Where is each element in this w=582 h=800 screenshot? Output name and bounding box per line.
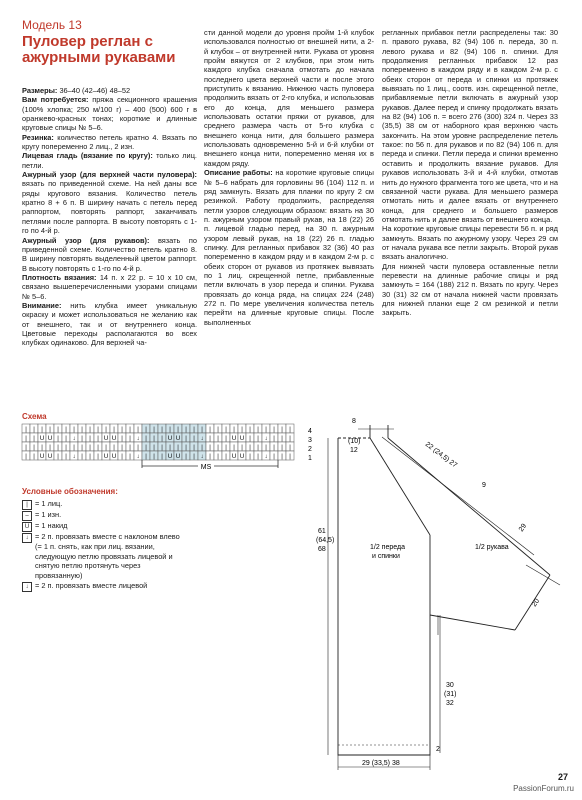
paragraph-heading: Внимание: [22,300,62,310]
stitch-symbol-icon: ↓ [136,436,140,442]
paragraph [382,224,558,261]
stitch-symbol-icon: | [41,427,43,433]
paragraph-heading: Вам потребуется: [22,95,89,105]
stitch-symbol-icon: | [49,445,51,451]
stitch-symbol-icon: | [289,454,291,460]
stitch-symbol-icon: | [225,454,227,460]
stitch-symbol-icon: | [57,454,59,460]
paragraph [382,28,558,224]
stitch-symbol-icon: U [231,436,237,442]
top-w-2: (10) [348,438,361,445]
paragraph [204,28,374,168]
stitch-symbol-icon: | [201,427,203,433]
legend-label: = 1 изн. [35,510,62,519]
stitch-symbol-icon: | [185,454,187,460]
paragraph [22,133,197,152]
legend-item [22,521,182,532]
stitch-symbol-icon: | [145,454,147,460]
stitch-symbol-icon: | [257,454,259,460]
paragraph [22,301,197,348]
model-number: Модель 13 [22,18,82,32]
stitch-symbol-icon: | [81,454,83,460]
stitch-symbol-icon: | [105,445,107,451]
stitch-symbol-icon: U [47,454,53,460]
stitch-symbol-icon: | [209,427,211,433]
stitch-symbol-icon: U [175,436,181,442]
stitch-symbol-icon: | [137,445,139,451]
stitch-symbol-icon: | [241,427,243,433]
stitch-symbol-icon: | [153,427,155,433]
stitch-symbol-icon: | [233,445,235,451]
stitch-symbol-icon: ↓ [264,436,268,442]
stitch-symbol-icon: | [57,427,59,433]
stitch-symbol-icon: | [121,454,123,460]
stitch-symbol-icon: | [129,427,131,433]
stitch-symbol-icon: | [217,445,219,451]
ms-label: MS [200,464,212,471]
paragraph-heading: Ажурный узор (для рукавов): [22,235,150,245]
stitch-symbol-icon: | [225,427,227,433]
paragraph [22,86,197,95]
stitch-symbol-icon: | [97,454,99,460]
stitch-symbol-icon: | [289,445,291,451]
stitch-symbol-icon: | [73,445,75,451]
stitch-symbol-icon: U [175,454,181,460]
paragraph [22,170,197,235]
stitch-symbol-icon: | [265,427,267,433]
stitch-symbol-icon: | [145,445,147,451]
stitch-symbol-icon: U [111,436,117,442]
stitch-symbol-icon: ↓ [22,582,32,592]
legend-item [22,532,182,581]
stitch-symbol-icon: U [39,454,45,460]
stitch-symbol-icon: | [233,427,235,433]
stitch-symbol-icon: | [113,445,115,451]
stitch-symbol-icon: | [33,445,35,451]
stitch-chart [22,424,332,472]
legend-title: Условные обозначения: [22,487,118,496]
stitch-symbol-icon: | [89,454,91,460]
stitch-symbol-icon: | [65,454,67,460]
text-column-2 [204,28,374,327]
legend-item [22,581,182,592]
stitch-symbol-icon: – [22,511,32,521]
stitch-symbol-icon: | [129,454,131,460]
stitch-symbol-icon: ↓ [72,436,76,442]
body-label-1: 1/2 переда [370,544,405,551]
paragraph-text: 36–40 (42–46) 48–52 [57,86,131,95]
stitch-symbol-icon: | [33,427,35,433]
stitch-symbol-icon: | [89,436,91,442]
paragraph-text: 14 п. x 22 р. = 10 x 10 см, связано вышеперечисленными узорами спицами № 5–6. [22,272,198,301]
scheme-title: Схема [22,412,47,421]
stitch-symbol-icon: | [81,436,83,442]
stitch-symbol-icon: | [281,436,283,442]
stitch-symbol-icon: | [161,445,163,451]
stitch-symbol-icon: | [273,454,275,460]
stitch-symbol-icon: | [65,436,67,442]
pattern-diagram [316,415,582,775]
stitch-symbol-icon: | [89,445,91,451]
stitch-symbol-icon: | [273,427,275,433]
stitch-symbol-icon: | [273,445,275,451]
page-title: Пуловер реглан с ажурными рукавами [22,33,176,66]
stitch-symbol-icon: | [121,436,123,442]
paragraph-text: регланных прибавок петли распределены так: 30 п. правого рукава, 82 (94) 106 п. переда, 30 п. левого рукава и 82 (94) 106 п. спинки. Для продолжения регланных прибавок 12 раз попеременно в каждом ряду и в каждом 2-м р. с обеих сторон от переда и спинки из протяжек вывязать по 1 лиц., соотв. изн. скрещенной петле, прибавляемые петли включать в ажурный узор рукавов. Далее перед и спинку продолжать вязать на 82 (94) 106 п. = всего 276 (300) 324 п. Через 33 (35,5) 38 см от наборного края верхнюю часть закончить. На этом уровне распределение петель такое: по 56 п. для рукавов и по 82 (94) 106 п. для переда и спинки. Петли переда и спинки временно оставить и продолжить вязание рукавов. Для рукавов использовать 3-й и 4-й клубки, отмотав нить до нужного фрагмента того же цвета, что и на связанной части рукава. Для меньшего размера отмотать нить и далее вязать от внутреннего конца, для среднего и большего размеров отмотать нить и далее вязать от внешнего конца. [382,28,558,224]
stitch-symbol-icon: | [113,427,115,433]
stitch-symbol-icon: | [73,427,75,433]
stitch-symbol-icon: | [289,436,291,442]
stitch-symbol-icon: U [103,436,109,442]
stitch-symbol-icon: | [209,454,211,460]
stitch-symbol-icon: | [49,427,51,433]
stitch-symbol-icon: | [193,454,195,460]
stitch-symbol-icon: | [105,427,107,433]
paragraph [22,273,197,301]
row-num-2: 2 [308,446,312,453]
stitch-symbol-icon: | [201,445,203,451]
row-num-1: 1 [308,455,312,462]
paragraph [204,168,374,327]
bottom-width: 29 (33,5) 38 [362,760,400,767]
stitch-symbol-icon: | [145,436,147,442]
stitch-symbol-icon: U [231,454,237,460]
stitch-symbol-icon: | [281,454,283,460]
legend-item [22,510,182,521]
page-number: 27 [557,772,568,782]
stitch-symbol-icon: U [239,454,245,460]
sleeve-width: 20 [530,597,542,609]
paragraph-text: Для нижней части пуловера оставленные петли перевести на длинные рабочие спицы и ряд замкнуть = 164 (188) 212 п. Вязать по кругу. Через 30 (31) 32 см от начала нижней части провязать для нижней планки еще 2 см резинкой и петли закрыть. [382,261,558,318]
row-num-3: 3 [308,437,312,444]
stitch-symbol-icon: | [57,445,59,451]
stitch-symbol-icon: | [289,427,291,433]
stitch-symbol-icon: | [65,445,67,451]
paragraph-heading: Резинка: [22,132,54,142]
stitch-symbol-icon: ↓ [72,454,76,460]
text-column-1 [22,86,197,348]
paragraph-text: вязать по приведенной схеме. Количество петель кратно 8. В ширину повторять выделенный цветом раппорт. В высоту повторять с 1-го по 4-й р. [22,235,197,273]
stitch-symbol-icon: | [89,427,91,433]
stitch-symbol-icon: | [129,445,131,451]
stitch-symbol-icon: | [281,427,283,433]
stitch-symbol-icon: | [25,445,27,451]
top-width-label [352,418,356,425]
body-label-2: и спинки [372,553,400,560]
row-num-4: 4 [308,428,312,435]
top-w-1: 8 [352,418,356,425]
stitch-symbol-icon: | [22,500,32,510]
stitch-symbol-icon: | [129,436,131,442]
stitch-symbol-icon: | [153,445,155,451]
lower-2: (31) [444,691,457,698]
stitch-symbol-icon: ↓ [22,533,32,543]
stitch-symbol-icon: ↓ [136,454,140,460]
stitch-symbol-icon: | [153,454,155,460]
stitch-symbol-icon: | [281,445,283,451]
paragraph [22,151,197,170]
stitch-symbol-icon: | [41,445,43,451]
stitch-symbol-icon: | [257,427,259,433]
stitch-symbol-icon: | [193,436,195,442]
nine-label: 9 [482,482,486,489]
stitch-symbol-icon: | [25,427,27,433]
paragraph [22,236,197,273]
stitch-symbol-icon: | [33,436,35,442]
stitch-symbol-icon: | [217,454,219,460]
stitch-symbol-icon: | [25,454,27,460]
stitch-symbol-icon: | [209,445,211,451]
stitch-symbol-icon: | [121,445,123,451]
legend-label: = 2 п. провязать вместе лицевой [35,580,148,590]
paragraph [382,262,558,318]
paragraph-text: нить клубка имеет уникальную окраску и может использоваться не желанию как от внешнего, так и от внутреннего конца. Цветовые переходы располагаются во всех клубках одинаково. Для верхней ча- [22,300,197,348]
stitch-symbol-icon: | [185,445,187,451]
two-label: 2 [436,746,440,753]
stitch-symbol-icon: | [265,445,267,451]
top-w-3: 12 [350,447,358,454]
paragraph-heading: Плотность вязания: [22,272,97,282]
stitch-symbol-icon: U [103,454,109,460]
height-3: 68 [318,546,326,553]
stitch-symbol-icon: | [97,427,99,433]
stitch-symbol-icon: | [177,445,179,451]
paragraph-heading: Размеры: [22,86,58,95]
stitch-symbol-icon: ↓ [200,454,204,460]
paragraph-text: пряжа секционного крашения (100% хлопка; 250 м/100 г) – 400 (500) 600 г в оранжево-красных тонах; короткие и длинные круговые спицы № 5–6. [22,95,197,133]
stitch-symbol-icon: | [145,427,147,433]
site-watermark: PassionForum.ru [513,784,574,793]
stitch-symbol-icon: ↓ [264,454,268,460]
legend-label: = 1 лиц. [35,499,63,508]
stitch-symbol-icon: | [249,454,251,460]
stitch-symbol-icon: U [167,436,173,442]
paragraph-text: сти данной модели до уровня пройм 1-й клубок использовался полностью от внешней нити, а 2-й клубок – от внутренней нити. Рукава от уровня пройм вяжутся от 2 клубков, при этом нить каждого клубка сначала отмотать до начала последнего цвета верхней части и после этого приступить к вязанию. Нижнюю часть пуловера продолжить вязать от 2-го клубка, и использовав его до конца, для меньшего размера использовать остатки пряжи от рукавов, для среднего размера часть от 5-го клубка с внешнего конца нити, для большего размера использовать одновременно 5-й и 6-й клубки от внешнего конца нити, попеременно меняя их в каждом ряду. [204,28,374,168]
height-2: (64,5) [316,537,335,544]
stitch-symbol-icon: | [193,445,195,451]
stitch-symbol-icon: U [167,454,173,460]
stitch-symbol-icon: | [185,436,187,442]
lower-1: 30 [446,682,454,689]
paragraph-text: вязать по приведенной схеме. На ней даны все ряды кругового вязания. Количество петель кратно 8 + 6 п. В ширину начать с петель перед раппортом, повторять раппорт, заканчивать петлями после раппорта. В высоту повторять с 1-го по 4-й р. [22,179,197,236]
stitch-symbol-icon: | [225,436,227,442]
stitch-symbol-icon: | [169,445,171,451]
stitch-symbol-icon: | [193,427,195,433]
stitch-symbol-icon: | [161,427,163,433]
paragraph [22,95,197,132]
stitch-symbol-icon: U [22,522,32,532]
paragraph-text: на короткие круговые спицы № 5–6 набрать для горловины 96 (104) 112 п. и ряд замкнуть. Вязать для планки по кругу 2 см резинкой. Работу продолжить, распределяя петли узоров следующим образом: вязать на 30 п. ажурным узором правый рукав, на 18 (22) 26 п. лицевой гладью перед, на 30 п. ажурным узором левый рукав, на 18 (22) 26 п. гладью спинку. Для регланных прибавок 32 (36) 40 раз попеременно в каждом ряду и в каждом 2-м р. с обеих сторон от рукавов из протяжек вывязать по 1 лиц. скрещенной петле, прибавленные петли включать в узор переда и спинки. Рукава провязать до конца ряда, на спицах 224 (248) 272 п. По мере увеличения количества петель перейти на длинные круговые спицы. После выполненных [204,168,374,327]
raglan-length: 22 (24,5) 27 [423,441,459,470]
stitch-symbol-icon: | [217,436,219,442]
stitch-symbol-icon: | [25,436,27,442]
stitch-symbol-icon: | [161,436,163,442]
stitch-symbol-icon: | [97,436,99,442]
stitch-symbol-icon: | [65,427,67,433]
lower-3: 32 [446,700,454,707]
paragraph-text: только лиц. петли. [22,151,197,170]
stitch-symbol-icon: | [137,427,139,433]
stitch-symbol-icon: | [161,454,163,460]
stitch-symbol-icon: | [209,436,211,442]
paragraph-text: количество петель кратно 4. Вязать по кругу попеременно 2 лиц., 2 изн. [22,132,197,152]
stitch-symbol-icon: | [121,427,123,433]
stitch-symbol-icon: | [97,445,99,451]
paragraph-text: На короткие круговые спицы перевести 56 п. и ряд замкнуть. Вязать по ажурному узору. Через 29 см от начала рукава все петли закрыть. Второй рукав вязать аналогично. [382,224,558,262]
legend-label: = 1 накид [35,521,68,530]
sleeve-label: 1/2 рукава [475,544,509,551]
stitch-symbol-icon: | [225,445,227,451]
stitch-symbol-icon: | [169,427,171,433]
stitch-symbol-icon: | [57,436,59,442]
paragraph-heading: Описание работы: [204,168,273,178]
paragraph-heading: Ажурный узор (для верхней части пуловера): [22,170,197,180]
stitch-symbol-icon: | [81,427,83,433]
stitch-symbol-icon: | [249,427,251,433]
legend [22,499,182,592]
stitch-symbol-icon: | [153,436,155,442]
legend-label: = 2 п. провязать вместе с наклоном влево (= 1 п. снять, как при лиц. вязании, следующую петлю провязать лицевой и снятую петлю протянуть через провязанную) [35,532,180,581]
stitch-symbol-icon: | [177,427,179,433]
legend-item [22,499,182,510]
stitch-symbol-icon: U [239,436,245,442]
text-column-3 [382,28,558,318]
stitch-symbol-icon: | [185,427,187,433]
stitch-symbol-icon: | [257,436,259,442]
stitch-symbol-icon: | [81,445,83,451]
stitch-symbol-icon: | [33,454,35,460]
sleeve-length: 29 [517,522,529,534]
paragraph-heading: Лицевая гладь (вязание по кругу): [22,151,153,161]
stitch-symbol-icon: | [257,445,259,451]
stitch-symbol-icon: | [273,436,275,442]
stitch-symbol-icon: | [241,445,243,451]
stitch-symbol-icon: | [249,436,251,442]
height-1: 61 [318,528,326,535]
stitch-symbol-icon: ↓ [200,436,204,442]
stitch-symbol-icon: U [111,454,117,460]
stitch-symbol-icon: U [47,436,53,442]
stitch-symbol-icon: U [39,436,45,442]
stitch-symbol-icon: | [249,445,251,451]
stitch-symbol-icon: | [217,427,219,433]
